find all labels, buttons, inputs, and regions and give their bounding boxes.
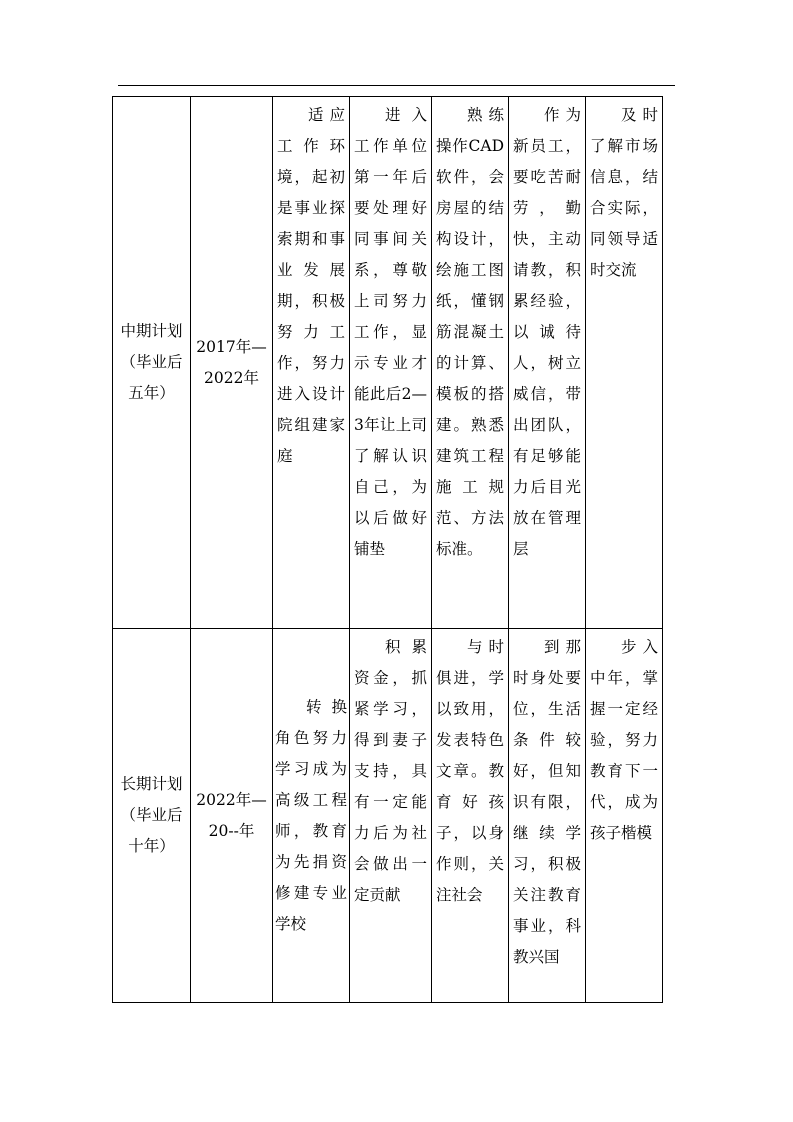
attitude-cell <box>509 97 586 629</box>
work-cell <box>350 97 432 629</box>
attitude-text: 作为新员工，要吃苦耐劳，勤快，主动请教，积累经验，以诚待人，树立威信，带出团队，有足够能力后目光放在管理层 <box>513 106 581 558</box>
attitude-text: 到那时身处要位，生活条件较好，但知识有限，继续学习，积极关注教育事业，科教兴国 <box>513 638 581 966</box>
table-row-long-term <box>113 629 663 1003</box>
skill-cell <box>432 629 509 1003</box>
goal-text: 转换角色努力学习成为高级工程师，教育为先捐资修建专业学校 <box>275 697 347 933</box>
period-cell: 2017年—2022年 <box>191 97 273 629</box>
skill-text: 与时俱进，学以致用，发表特色文章。教育好孩子，以身作则，关注社会 <box>436 638 504 904</box>
phase-cell: 长期计划（毕业后十年） <box>113 629 191 1003</box>
info-text: 步入中年，掌握一定经验，努力教育下一代，成为孩子楷模 <box>590 638 658 842</box>
info-cell <box>586 629 663 1003</box>
info-text: 及时了解市场信息，结合实际，同领导适时交流 <box>590 106 658 279</box>
table-row-mid-term <box>113 97 663 629</box>
goal-cell <box>273 97 350 629</box>
work-text: 积累资金，抓紧学习，得到妻子支持，具有一定能力后为社会做出一定贡献 <box>354 638 427 904</box>
info-cell <box>586 97 663 629</box>
goal-text: 适应工作环境，起初是事业探索期和事业发展期，积极努力工作，努力进入设计院组建家庭 <box>277 106 345 465</box>
header-rule <box>118 85 675 86</box>
skill-text: 熟练操作CAD软件，会房屋的结构设计，绘施工图纸，懂钢筋混凝土的计算、模板的搭建。熟悉建筑工程施工规范、方法标准。 <box>436 106 504 558</box>
work-text: 进入工作单位第一年后要处理好同事间关系，尊敬上司努力工作，显示专业才能此后2—3年让上司了解认识自己，为以后做好铺垫 <box>354 106 427 558</box>
period-cell: 2022年—20--年 <box>191 629 273 1003</box>
work-cell <box>350 629 432 1003</box>
phase-cell: 中期计划（毕业后五年） <box>113 97 191 629</box>
skill-cell <box>432 97 509 629</box>
career-plan-table <box>112 96 663 1003</box>
attitude-cell <box>509 629 586 1003</box>
goal-cell <box>273 629 350 1003</box>
